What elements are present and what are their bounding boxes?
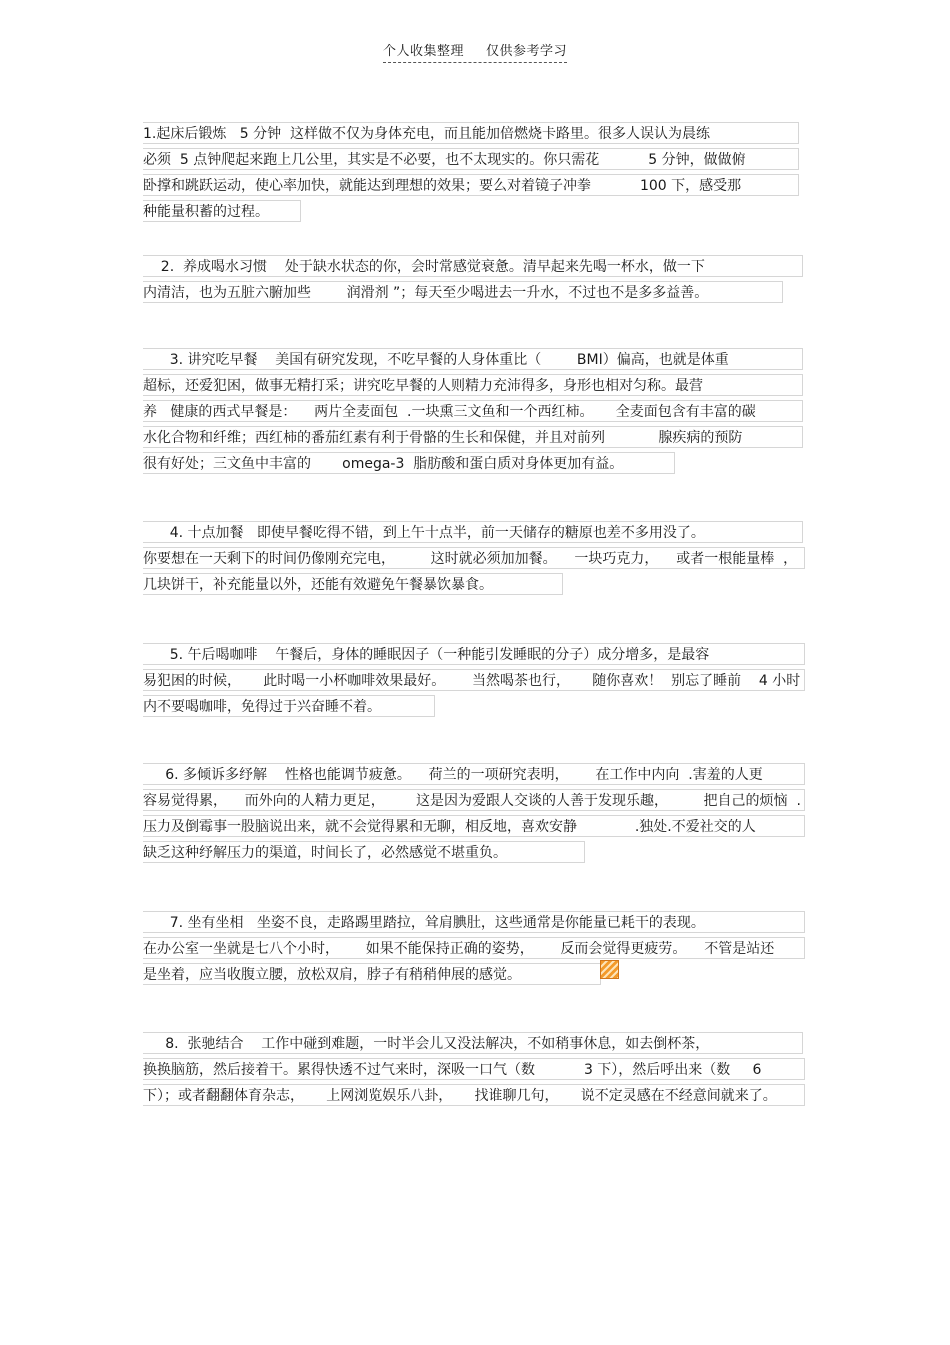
text-line: 必须 5 点钟爬起来跑上几公里，其实是不必要，也不太现实的。你只需花 5 分钟，做做俯 bbox=[143, 148, 799, 170]
document-thumbnail-icon bbox=[600, 960, 619, 979]
text-line: 1.起床后锻炼 5 分钟 这样做不仅为身体充电，而且能加倍燃烧卡路里。很多人误认为晨练 bbox=[143, 122, 799, 144]
text-line: 种能量积蓄的过程。 bbox=[143, 200, 301, 222]
text-line: 5. 午后喝咖啡 午餐后，身体的睡眠因子（一种能引发睡眠的分子）成分增多，是最容 bbox=[143, 643, 805, 665]
text-line: 8. 张驰结合 工作中碰到难题，一时半会儿又没法解决，不如稍事休息，如去倒杯茶， bbox=[143, 1032, 803, 1054]
text-line: 在办公室一坐就是七八个小时， 如果不能保持正确的姿势， 反而会觉得更疲劳。 不管是站还 bbox=[143, 937, 805, 959]
text-line: 容易觉得累， 而外向的人精力更足， 这是因为爱跟人交谈的人善于发现乐趣， 把自己的烦恼 . bbox=[143, 789, 805, 811]
text-line: 超标，还爱犯困，做事无精打采；讲究吃早餐的人则精力充沛得多，身形也相对匀称。最营 bbox=[143, 374, 803, 396]
text-line: 易犯困的时候， 此时喝一小杯咖啡效果最好。 当然喝茶也行， 随你喜欢！ 别忘了睡前 4 小时 bbox=[143, 669, 805, 691]
text-line: 压力及倒霉事一股脑说出来，就不会觉得累和无聊，相反地，喜欢安静 .独处.不爱社交的人 bbox=[143, 815, 805, 837]
text-line: 3. 讲究吃早餐 美国有研究发现，不吃早餐的人身体重比（ BMI）偏高，也就是体重 bbox=[143, 348, 803, 370]
page-header bbox=[383, 40, 567, 63]
text-line: 是坐着，应当收腹立腰，放松双肩，脖子有稍稍伸展的感觉。 bbox=[143, 963, 601, 985]
header-right-text: 仅供参考学习 bbox=[486, 44, 568, 59]
text-line: 4. 十点加餐 即使早餐吃得不错，到上午十点半，前一天储存的糖原也差不多用没了。 bbox=[143, 521, 803, 543]
text-line: 卧撑和跳跃运动，使心率加快，就能达到理想的效果；要么对着镜子冲拳 100 下，感受那 bbox=[143, 174, 799, 196]
text-line: 内不要喝咖啡，免得过于兴奋睡不着。 bbox=[143, 695, 435, 717]
text-line: 水化合物和纤维；西红柿的番茄红素有利于骨骼的生长和保健，并且对前列 腺疾病的预防 bbox=[143, 426, 803, 448]
text-line: 7. 坐有坐相 坐姿不良，走路踢里踏拉，耸肩腆肚，这些通常是你能量已耗干的表现。 bbox=[143, 911, 805, 933]
text-line: 很有好处；三文鱼中丰富的 omega-3 脂肪酸和蛋白质对身体更加有益。 bbox=[143, 452, 675, 474]
text-line: 缺乏这种纾解压力的渠道，时间长了，必然感觉不堪重负。 bbox=[143, 841, 585, 863]
text-line: 你要想在一天剩下的时间仍像刚充完电， 这时就必须加加餐。 一块巧克力， 或者一根能量棒 ， bbox=[143, 547, 805, 569]
text-line: 几块饼干，补充能量以外，还能有效避免午餐暴饮暴食。 bbox=[143, 573, 563, 595]
text-line: 下）；或者翻翻体育杂志， 上网浏览娱乐八卦， 找谁聊几句， 说不定灵感在不经意间就来了。 bbox=[143, 1084, 805, 1106]
text-line: 2. 养成喝水习惯 处于缺水状态的你，会时常感觉衰惫。清早起来先喝一杯水，做一下 bbox=[143, 255, 803, 277]
text-line: 换换脑筋，然后接着干。累得快透不过气来时，深吸一口气（数 3 下），然后呼出来（数 6 bbox=[143, 1058, 805, 1080]
text-line: 6. 多倾诉多纾解 性格也能调节疲惫。 荷兰的一项研究表明， 在工作中内向 .害羞的人更 bbox=[143, 763, 805, 785]
header-left-text: 个人收集整理 bbox=[383, 44, 465, 59]
text-line: 内清洁，也为五脏六腑加些 润滑剂 ”；每天至少喝进去一升水，不过也不是多多益善。 bbox=[143, 281, 783, 303]
text-line: 养 健康的西式早餐是： 两片全麦面包 .一块熏三文鱼和一个西红柿。 全麦面包含有丰富的碳 bbox=[143, 400, 803, 422]
